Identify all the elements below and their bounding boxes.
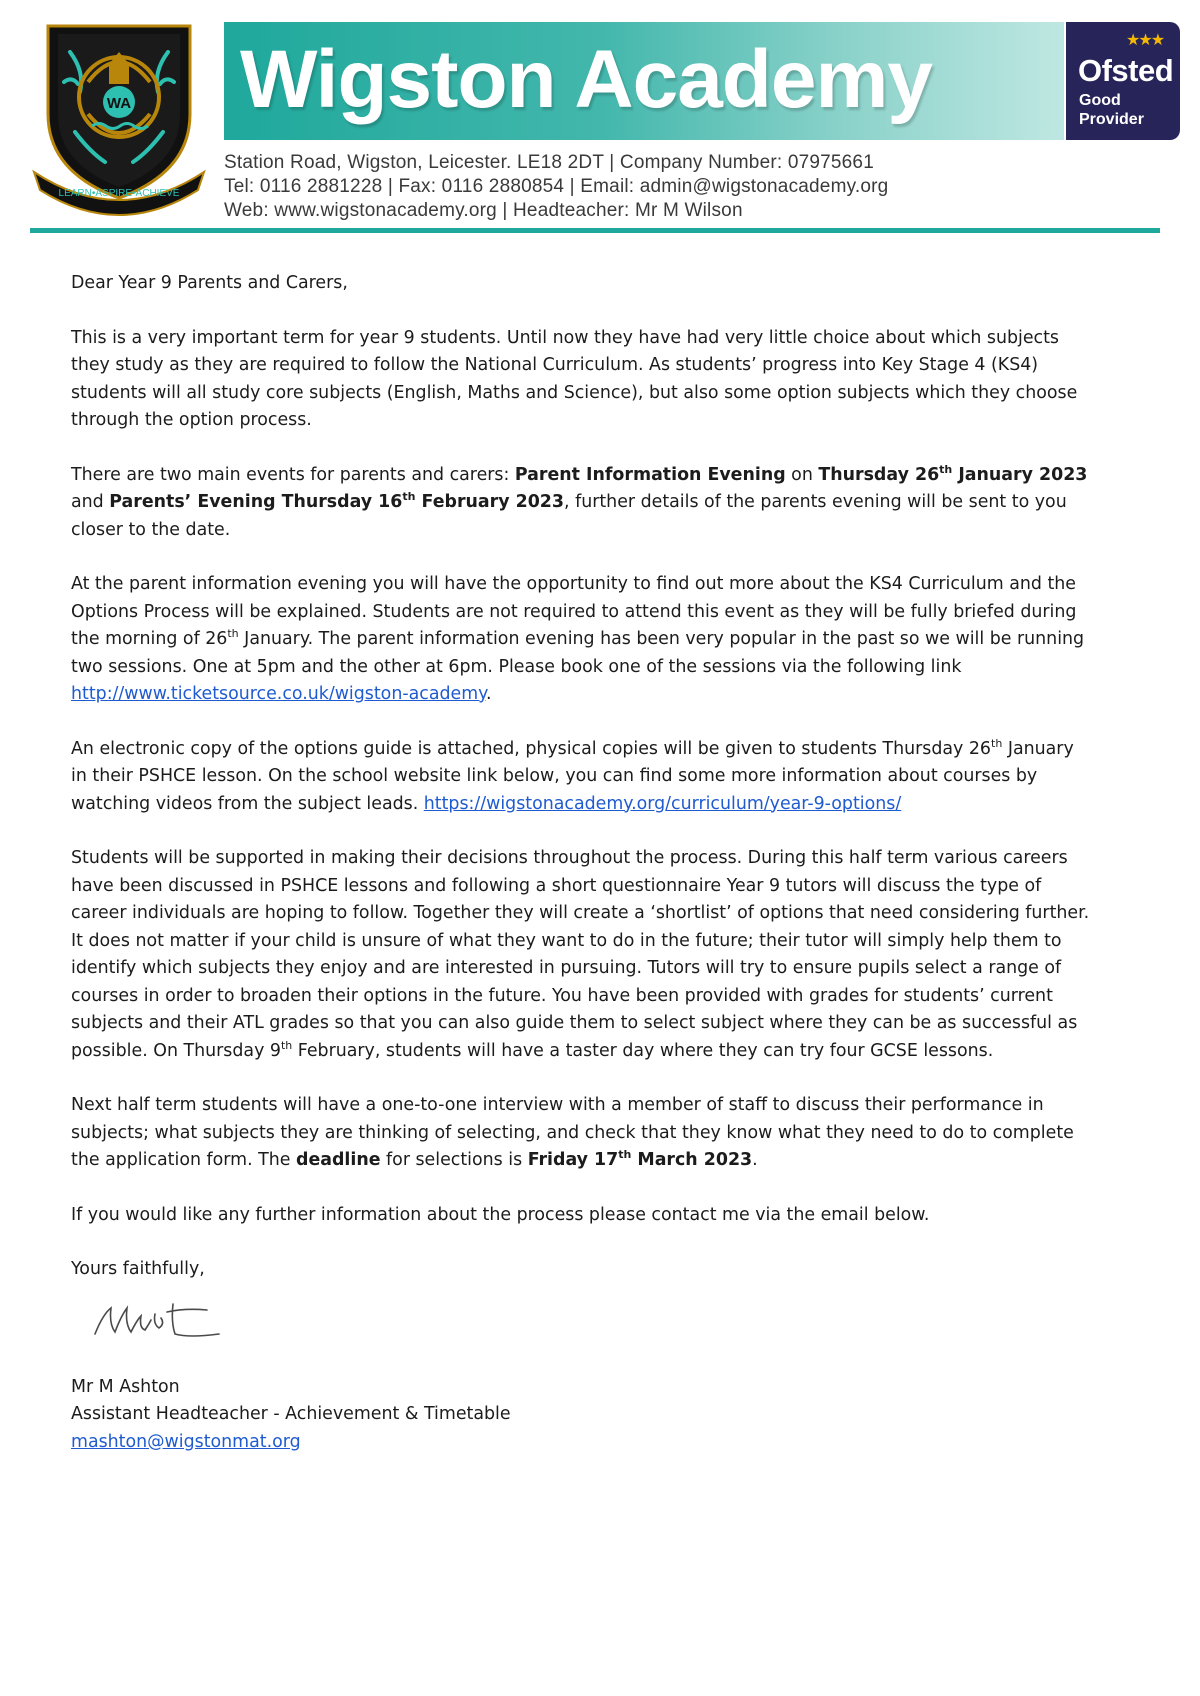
school-crest-logo (30, 22, 208, 218)
ofsted-badge (1066, 22, 1180, 140)
crest-motto: LEARN•ASPIRE•ACHIEVE (58, 188, 180, 199)
contact-web-line: Web: www.wigstonacademy.org | Headteacher: Mr M Wilson (224, 200, 743, 221)
signatory-name: Mr M Ashton (71, 1376, 180, 1397)
header-divider (30, 228, 1160, 233)
header-banner (224, 22, 1064, 140)
ticketsource-link[interactable]: http://www.ticketsource.co.uk/wigston-academy (71, 684, 486, 704)
paragraph-deadline: Next half term students will have a one-to-one interview with a member of staff to discuss their performance in subjects; what subjects they are thinking of selecting, and check that they know what they need to do to complete the application form. The deadline for selections is Friday 17th March 2023. (71, 1095, 1074, 1170)
handwritten-signature-icon (89, 1294, 229, 1346)
signatory-email-link[interactable]: mashton@wigstonmat.org (71, 1431, 301, 1452)
paragraph-support: Students will be supported in making their decisions throughout the process. During this half term various careers have been discussed in PSHCE lessons and following a short questionnaire Year 9 tutors will discuss the type of career individuals are hoping to follow. Together they will create a ‘shortlist’ of options that need considering further. It does not matter if your child is unsure of what they want to do in the future; their tutor will simply help them to identify which subjects they enjoy and are interested in pursuing. Tutors will try to ensure pupils select a range of courses in order to broaden their options in the future. You have been provided with grades for students’ current subjects and their ATL grades so that you can also guide them to select subject where they can be as successful as possible. On Thursday 9th February, students will have a taster day where they can try four GCSE lessons. (71, 848, 1090, 1061)
crest-initials: WA (106, 95, 132, 112)
salutation: Dear Year 9 Parents and Carers, (71, 273, 348, 293)
ofsted-rating-line1: Good (1079, 92, 1121, 109)
paragraph-options-guide: An electronic copy of the options guide is attached, physical copies will be given to students Thursday 26th January in their PSHCE lesson. On the school website link below, you can find some more information about courses by watching videos from the subject leads. https://wigstonacademy.org/curriculum/year-9-options/ (71, 736, 1074, 814)
paragraph-intro: This is a very important term for year 9 students. Until now they have had very little choice about which subjects they study as they are required to follow the National Curriculum. As students’ progress into Key Stage 4 (KS4) students will all study core subjects (English, Maths and Science), but also some option subjects which they choose through the option process. (71, 327, 1078, 430)
letter-body (71, 270, 1091, 1456)
ofsted-rating-line2: Provider (1079, 111, 1144, 128)
year9-options-link[interactable]: https://wigstonacademy.org/curriculum/year-9-options/ (423, 793, 902, 814)
contact-address-line: Station Road, Wigston, Leicester. LE18 2DT | Company Number: 07975661 (224, 152, 874, 173)
contact-phone-line: Tel: 0116 2881228 | Fax: 0116 2880854 | Email: admin@wigstonacademy.org (224, 176, 889, 197)
paragraph-contact: If you would like any further information about the process please contact me via the email below. (71, 1204, 930, 1225)
paragraph-info-evening: At the parent information evening you will have the opportunity to find out more about the KS4 Curriculum and the Options Process will be explained. Students are not required to attend this event as they will be fully briefed during the morning of 26th January. The parent information evening has been very popular in the past so we will be running two sessions. One at 5pm and the other at 6pm. Please book one of the sessions via the following link http://www.ticketsource.co.uk/wigston-academy. (71, 574, 1085, 704)
signature (71, 1294, 1091, 1356)
signatory-block (71, 1374, 1091, 1457)
closing: Yours faithfully, (71, 1259, 205, 1279)
signatory-title: Assistant Headteacher - Achievement & Timetable (71, 1404, 511, 1424)
ofsted-stars-icon: ★★★ (1126, 32, 1164, 49)
ofsted-wordmark: Ofsted (1078, 53, 1174, 88)
paragraph-events: There are two main events for parents and carers: Parent Information Evening on Thursday 26th January 2023 and Parents’ Evening Thursday 16th February 2023, further details of the parents evening will be sent to you closer to the date. (71, 462, 1088, 540)
school-name: Wigston Academy (240, 34, 933, 125)
